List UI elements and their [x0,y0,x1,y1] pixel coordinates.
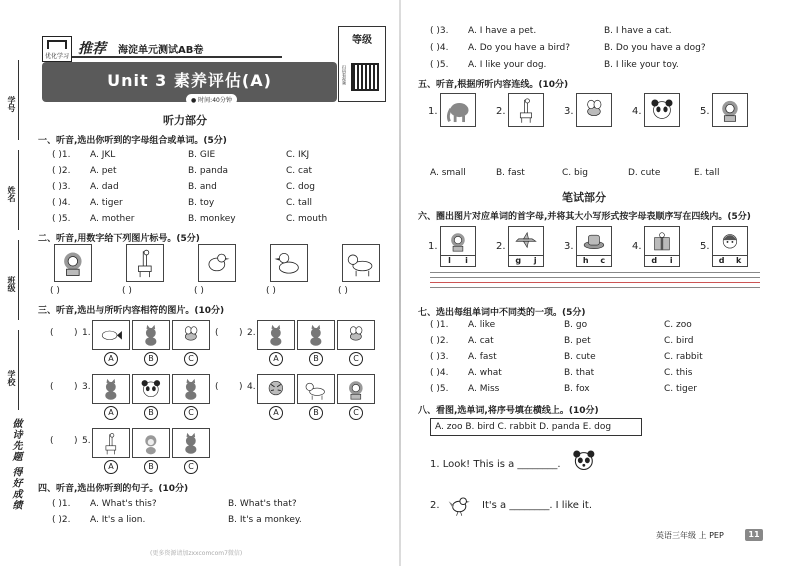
q1-item-1-option-a[interactable]: A. JKL [90,150,116,160]
q6-letter-3-c[interactable]: c [600,256,606,265]
hat-icon [579,229,609,254]
q4-item-2-option-b[interactable]: B. It's a monkey. [228,515,302,525]
q6-title: 六、圈出图片对应单词的首字母,并将其大小写形式按字母表顺序写在四线内。(5分) [418,212,751,222]
q1-item-1-option-c[interactable]: C. IKJ [286,150,310,160]
q5-number-5: 5. [700,106,710,117]
q1-item-1-number[interactable]: ( )1. [52,150,71,160]
q1-item-5-number[interactable]: ( )5. [52,214,71,224]
q4-item-5-option-b[interactable]: B. I like your toy. [604,60,679,70]
q5-word-3[interactable]: C. big [562,168,588,178]
q3-close-3[interactable]: ) [74,382,78,392]
q1-item-4-number[interactable]: ( )4. [52,198,71,208]
listening-section-title: 听力部分 [163,114,207,127]
q6-letters-3 [576,256,612,267]
q3-close-5[interactable]: ) [74,436,78,446]
q4-item-3-option-b[interactable]: B. I have a cat. [604,26,672,36]
q3-group-2-option-a[interactable]: A [269,352,283,366]
q5-picture-1[interactable] [440,93,476,127]
q3-group-3-option-c[interactable]: C [184,406,198,420]
q7-item-2-number[interactable]: ( )2. [430,336,449,346]
q7-item-1-option-b[interactable]: B. go [564,320,588,330]
student-id-label: 学号 [7,96,16,112]
q4-item-2-number[interactable]: ( )2. [52,515,71,525]
q6-number-5: 5. [700,241,710,252]
q1-item-3-option-b[interactable]: B. and [188,182,217,192]
q1-item-5-option-a[interactable]: A. mother [90,214,135,224]
word-bank: A. zoo B. bird C. rabbit D. panda E. dog [430,418,642,436]
q3-number-1: 1. [82,328,91,338]
q1-item-3-number[interactable]: ( )3. [52,182,71,192]
q8-title: 八、看图,选单词,将序号填在横线上。(10分) [418,406,599,416]
q2-blank-1[interactable]: ( ) [50,286,60,296]
school-label: 学校 [7,370,16,386]
q6-picture-2 [508,226,544,256]
qr-caption: 扫码看视频 [342,65,347,85]
q3-group-4-option-b[interactable]: B [309,406,323,420]
q7-item-4-option-a[interactable]: A. what [468,368,502,378]
q6-letter-2-g[interactable]: g [515,256,522,265]
brand-name: 推荐 [78,41,106,57]
q1-item-3-option-a[interactable]: A. dad [90,182,119,192]
q6-letters-2 [508,256,544,267]
q1-item-2-option-a[interactable]: A. pet [90,166,117,176]
q7-item-3-option-b[interactable]: B. cute [564,352,596,362]
q2-blank-5[interactable]: ( ) [338,286,348,296]
q4-title: 四、听音,选出你听到的句子。(10分) [38,484,189,494]
q7-item-2-option-b[interactable]: B. pet [564,336,591,346]
q6-letter-3-h[interactable]: h [582,256,589,265]
q7-item-1-option-c[interactable]: C. zoo [664,320,692,330]
q4-item-4-option-a[interactable]: A. Do you have a bird? [468,43,570,53]
page-number: 11 [745,529,763,541]
q3-paren-3[interactable]: ( [50,382,54,392]
bee-icon [579,96,609,124]
q3-close-4[interactable]: ) [239,382,243,392]
q4-item-5-number[interactable]: ( )5. [430,60,449,70]
q7-item-2-option-a[interactable]: A. cat [468,336,494,346]
q6-number-1: 1. [428,241,438,252]
q6-letters-5 [712,256,748,267]
q4-item-1-option-b[interactable]: B. What's that? [228,499,297,509]
q8-num-2: 2. [430,500,440,511]
q3-paren-4[interactable]: ( [215,382,219,392]
q1-item-3-option-c[interactable]: C. dog [286,182,315,192]
q7-item-5-option-a[interactable]: A. Miss [468,384,500,394]
q5-word-2[interactable]: B. fast [496,168,525,178]
grade-label: 等级 [352,35,372,46]
plane-icon [511,229,541,254]
q5-word-1[interactable]: A. small [430,168,466,178]
class-label: 班级 [7,276,16,292]
q8-sentence-2[interactable]: It's a ________. I like it. [482,500,592,511]
elephant-icon [443,96,473,124]
q6-letter-1-l[interactable]: l [448,256,451,265]
q3-number-4: 4. [247,382,256,392]
q6-letter-4-i[interactable]: i [669,256,673,265]
q7-item-1-option-a[interactable]: A. like [468,320,496,330]
clock-icon: ● [191,97,197,104]
q5-word-5[interactable]: E. tall [694,168,720,178]
q1-item-4-option-c[interactable]: C. tall [286,198,313,208]
time-limit: ● 时间:40分钟 [186,94,237,105]
q7-item-2-option-c[interactable]: C. bird [664,336,694,346]
q6-picture-5 [712,226,748,256]
q7-item-5-option-c[interactable]: C. tiger [664,384,697,394]
q1-item-2-option-c[interactable]: C. cat [286,166,312,176]
q1-item-2-number[interactable]: ( )2. [52,166,71,176]
q1-item-5-option-b[interactable]: B. monkey [188,214,236,224]
q1-item-5-option-c[interactable]: C. mouth [286,214,328,224]
q5-picture-3[interactable] [576,93,612,127]
q4-item-4-number[interactable]: ( )4. [430,43,449,53]
q3-group-1-option-c[interactable]: C [184,352,198,366]
q4-item-1-number[interactable]: ( )1. [52,499,71,509]
q3-group-4-option-a[interactable]: A [269,406,283,420]
lion-icon [715,96,745,124]
panda-picture [566,445,602,477]
q3-paren-1[interactable]: ( [50,328,54,338]
q5-word-4[interactable]: D. cute [628,168,661,178]
q7-item-4-option-b[interactable]: B. that [564,368,595,378]
q7-item-5-option-b[interactable]: B. fox [564,384,590,394]
brand-subtitle: 海淀单元测试AB卷 [118,45,204,56]
q4-item-3-number[interactable]: ( )3. [430,26,449,36]
q7-title: 七、选出每组单词中不同类的一项。(5分) [418,308,586,318]
q4-item-4-option-b[interactable]: B. Do you have a dog? [604,43,706,53]
q4-item-2-option-a[interactable]: A. It's a lion. [90,515,146,525]
q6-letter-4-d[interactable]: d [651,256,658,265]
q7-item-3-option-a[interactable]: A. fast [468,352,497,362]
watermark: (更多资源请加zxxcomcom7微信) [150,550,243,557]
q7-item-4-option-c[interactable]: C. this [664,368,693,378]
q6-letter-5-d[interactable]: d [718,256,725,265]
q7-item-3-option-c[interactable]: C. rabbit [664,352,703,362]
q5-number-3: 3. [564,106,574,117]
q3-paren-2[interactable]: ( [215,328,219,338]
q3-close-2[interactable]: ) [239,328,243,338]
q3-close-1[interactable]: ) [74,328,78,338]
logo-text: 优化学习 [44,53,69,60]
q3-title: 三、听音,选出与所听内容相符的图片。(10分) [38,306,225,316]
q2-blank-4[interactable]: ( ) [266,286,276,296]
panda-icon [647,96,677,124]
q3-group-1-option-a[interactable]: A [104,352,118,366]
q1-item-4-option-a[interactable]: A. tiger [90,198,123,208]
written-section-title: 笔试部分 [562,191,606,204]
q7-item-5-number[interactable]: ( )5. [430,384,449,394]
q2-blank-3[interactable]: ( ) [194,286,204,296]
q8-sentence-1[interactable]: 1. Look! This is a ________. [430,459,561,470]
q5-picture-2[interactable] [508,93,544,127]
q3-number-2: 2. [247,328,256,338]
giraffe-icon [511,96,541,124]
q6-picture-1 [440,226,476,256]
q1-title: 一、听音,选出你听到的字母组合或单词。(5分) [38,136,227,146]
q1-item-1-option-b[interactable]: B. GIE [188,150,216,160]
q6-picture-3 [576,226,612,256]
q3-group-3-option-b[interactable]: B [144,406,158,420]
q6-number-3: 3. [564,241,574,252]
q6-letter-1-i[interactable]: i [465,256,468,265]
girl-icon [715,229,745,254]
q6-number-4: 4. [632,241,642,252]
q5-picture-4[interactable] [644,93,680,127]
q4-item-1-option-a[interactable]: A. What's this? [90,499,157,509]
q4-item-5-option-a[interactable]: A. I like your dog. [468,60,547,70]
q3-group-5-option-c[interactable]: C [184,460,198,474]
slogan: 做诗先题 得好成绩 [10,418,21,511]
q3-group-5-option-b[interactable]: B [144,460,158,474]
q3-paren-5[interactable]: ( [50,436,54,446]
q7-item-1-number[interactable]: ( )1. [430,320,449,330]
q1-item-2-option-b[interactable]: B. panda [188,166,229,176]
q6-number-2: 2. [496,241,506,252]
q6-letter-5-k[interactable]: k [735,256,742,265]
q6-letters-4 [644,256,680,267]
q3-group-3-option-a[interactable]: A [104,406,118,420]
q6-picture-4 [644,226,680,256]
page-title: Unit 3 素养评估(A) [107,71,272,90]
q6-letters-1 [440,256,476,267]
q2-title: 二、听音,用数字给下列图片标号。(5分) [38,234,200,244]
q5-picture-5[interactable] [712,93,748,127]
q3-group-1-option-b[interactable]: B [144,352,158,366]
q5-number-4: 4. [632,106,642,117]
q4-item-3-option-a[interactable]: A. I have a pet. [468,26,537,36]
q1-item-4-option-b[interactable]: B. toy [188,198,215,208]
q3-number-5: 5. [82,436,91,446]
q2-blank-2[interactable]: ( ) [122,286,132,296]
bird-picture [444,490,474,520]
gift-icon [647,229,677,254]
q6-letter-2-j[interactable]: j [533,256,537,265]
q5-title: 五、听音,根据所听内容连线。(10分) [418,80,569,90]
lion-icon [443,229,473,254]
q3-group-5-option-a[interactable]: A [104,460,118,474]
q7-item-3-number[interactable]: ( )3. [430,352,449,362]
q7-item-4-number[interactable]: ( )4. [430,368,449,378]
q3-group-2-option-b[interactable]: B [309,352,323,366]
q3-group-4-option-c[interactable]: C [349,406,363,420]
q5-number-1: 1. [428,106,438,117]
q5-number-2: 2. [496,106,506,117]
name-label: 姓名 [7,186,16,202]
q3-group-2-option-c[interactable]: C [349,352,363,366]
q3-number-3: 3. [82,382,91,392]
footer-grade-info: 英语三年级 上 PEP [656,531,724,540]
